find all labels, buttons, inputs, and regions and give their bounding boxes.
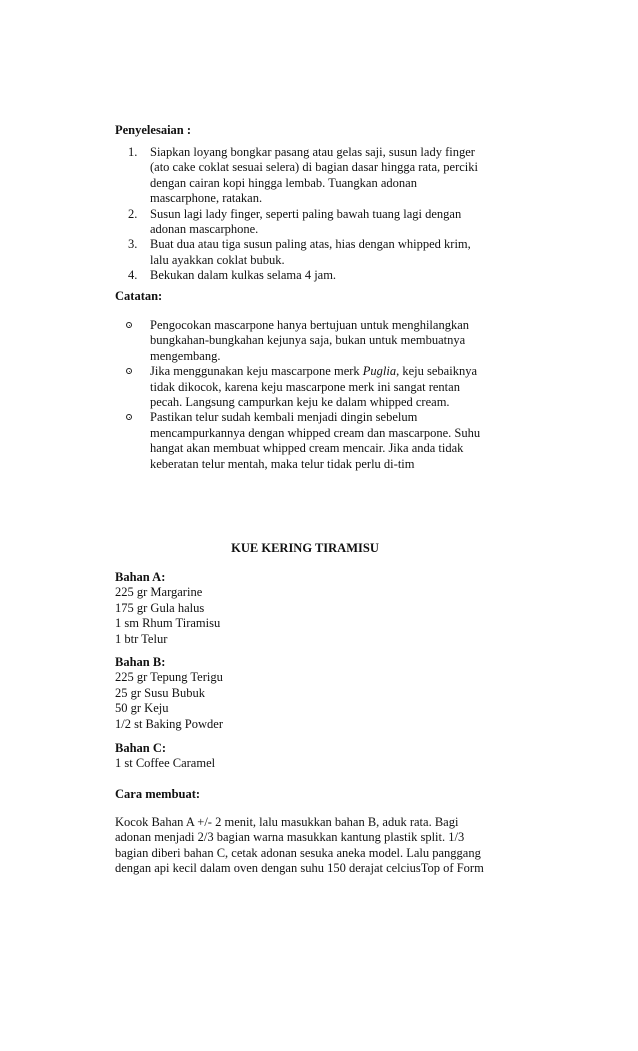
ingredient-item: 175 gr Gula halus [115,600,205,615]
step-number: 2. [128,206,138,221]
bahan-a-section [115,570,495,647]
step-number: 3. [128,237,138,252]
step-item [115,145,495,207]
penyelesaian-heading: Penyelesaian : [115,123,192,137]
step-line: dengan cairan kopi hingga lembab. Tuangkan adonan [150,175,417,190]
catatan-heading: Catatan: [115,289,163,303]
step-item [115,207,495,238]
note-item [115,318,495,364]
note-line: mengembang. [150,348,221,363]
note-line: hangat akan membuat whipped cream mencair. Jika anda tidak [150,441,464,456]
bahan-c-section [115,741,495,772]
recipe-title: KUE KERING TIRAMISU [231,541,379,555]
bullet-icon [126,368,132,374]
bahan-a-heading: Bahan A: [115,570,166,584]
instruction-line: dengan api kecil dalam oven dengan suhu 150 derajat celciusTop of Form [115,861,484,876]
bullet-icon [126,322,132,328]
ingredient-item: 50 gr Keju [115,701,169,716]
note-item [115,364,495,410]
instruction-line: Kocok Bahan A +/- 2 menit, lalu masukkan bahan B, aduk rata. Bagi [115,815,459,829]
steps-list [115,145,495,284]
step-line: Buat dua atau tiga susun paling atas, hias dengan whipped krim, [150,237,471,252]
bahan-b-heading: Bahan B: [115,655,166,669]
notes-list [115,318,495,472]
note-line: mencampurkannya dengan whipped cream dan mascarpone. Suhu [150,425,481,440]
bullet-icon [126,414,132,420]
ingredient-item: 1 sm Rhum Tiramisu [115,616,221,631]
cara-membuat-heading: Cara membuat: [115,787,201,801]
bahan-c-heading: Bahan C: [115,741,167,755]
step-line: mascarphone, ratakan. [150,191,263,206]
note-line: bungkahan-bungkahan kejunya saja, bukan untuk membuatnya [150,333,466,348]
step-line: lalu ayakkan coklat bubuk. [150,252,285,267]
ingredient-item: 1 st Coffee Caramel [115,756,216,771]
step-line: Siapkan loyang bongkar pasang atau gelas saji, susun lady finger [150,145,475,159]
note-line: tidak dikocok, karena keju mascarpone merk ini sangat rentan [150,379,460,394]
note-line: pecah. Langsung campurkan keju ke dalam whipped cream. [150,395,450,410]
ingredient-item: 1 btr Telur [115,631,168,646]
ingredient-item: 225 gr Margarine [115,585,203,600]
step-number: 4. [128,268,138,283]
note-line: Jika menggunakan keju mascarpone merk Puglia, keju sebaiknya [150,364,478,379]
note-line: keberatan telur mentah, maka telur tidak perlu di-tim [150,456,415,471]
instruction-line: bagian diberi bahan C, cetak adonan sesuka aneka model. Lalu panggang [115,845,481,860]
step-number: 1. [128,145,138,159]
bahan-b-section [115,655,495,732]
note-line: Pengocokan mascarpone hanya bertujuan untuk menghilangkan [150,318,470,332]
note-line: Pastikan telur sudah kembali menjadi dingin sebelum [150,410,418,425]
instruction-line: adonan menjadi 2/3 bagian warna masukkan kantung plastik split. 1/3 [115,830,465,845]
step-line: adonan mascarphone. [150,222,259,237]
ingredient-item: 225 gr Tepung Terigu [115,670,223,685]
step-item [115,237,495,268]
step-item [115,268,495,283]
step-line: Susun lagi lady finger, seperti paling bawah tuang lagi dengan [150,206,462,221]
brand-name: Puglia [362,364,397,379]
note-item [115,410,495,472]
cara-membuat-text [115,815,515,877]
ingredient-item: 1/2 st Baking Powder [115,716,223,731]
step-line: Bekukan dalam kulkas selama 4 jam. [150,268,337,283]
step-line: (ato cake coklat sesuai selera) di bagian dasar hingga rata, perciki [150,160,478,175]
ingredient-item: 25 gr Susu Bubuk [115,685,205,700]
